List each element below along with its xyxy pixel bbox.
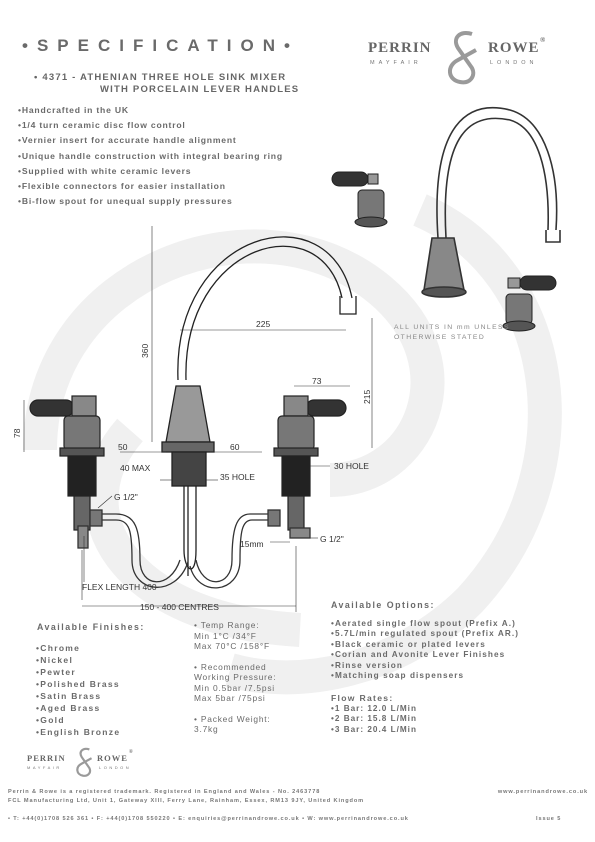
brand-sub-left: MAYFAIR: [370, 60, 422, 66]
brand-left: PERRIN: [368, 40, 432, 56]
flow-rates-list: [331, 704, 417, 735]
finish-item: • Pewter: [36, 666, 120, 678]
pressure-max: Max 5bar /75psi: [194, 693, 266, 703]
temp-max: Max 70°C /158°F: [194, 641, 270, 651]
spout: [178, 237, 352, 380]
dim-g-left: G 1/2": [114, 492, 138, 502]
feature-item: • Supplied with white ceramic levers: [18, 164, 283, 179]
product-title-line1: • 4371 - ATHENIAN THREE HOLE SINK MIXER: [34, 72, 287, 83]
feature-item: • 1/4 turn ceramic disc flow control: [18, 118, 283, 133]
product-title: [34, 72, 364, 96]
option-item: • Corian and Avonite Lever Finishes: [331, 650, 519, 660]
temp-label: • Temp Range:: [194, 620, 260, 630]
brand-sub-left: MAYFAIR: [27, 765, 62, 770]
option-item: • Aerated single flow spout (Prefix A.): [331, 619, 519, 629]
temp-min: Min 1°C /34°F: [194, 630, 257, 641]
flow-rate-item: • 3 Bar: 20.4 L/Min: [331, 725, 417, 735]
finish-item: • Polished Brass: [36, 678, 120, 690]
dim-centres: 150 - 400 CENTRES: [140, 602, 219, 612]
feature-item: • Vernier insert for accurate handle alignment: [18, 133, 283, 148]
finish-item: • Chrome: [36, 642, 120, 654]
finish-item: • Nickel: [36, 654, 120, 666]
flow-rates-heading: Flow Rates:: [331, 693, 394, 703]
footer-issue: Issue 5: [536, 816, 562, 822]
dim-40max: 40 MAX: [120, 463, 151, 473]
finishes-heading: Available Finishes:: [37, 622, 145, 632]
brand-right: ROWE: [97, 753, 128, 763]
units-note: ALL UNITS IN mm UNLESS OTHERWISE STATED: [394, 324, 510, 341]
dim-flex-length: FLEX LENGTH 400: [82, 582, 157, 592]
feature-item: • Bi-flow spout for unequal supply pressures: [18, 194, 283, 209]
flow-rate-item: • 2 Bar: 15.8 L/Min: [331, 714, 417, 724]
feature-item: • Handcrafted in the UK: [18, 103, 283, 118]
brand-sub-right: LONDON: [490, 60, 538, 66]
registered-mark: ®: [129, 750, 134, 755]
option-item: • 5.7L/min regulated spout (Prefix AR.): [331, 629, 519, 639]
pressure-label-2: Working Pressure:: [194, 672, 277, 682]
footer-trademark: Perrin & Rowe is a registered trademark. Registered in England and Wales - No. 2463778: [8, 789, 321, 795]
brand-logo-small: [25, 745, 145, 781]
options-heading: Available Options:: [331, 600, 435, 610]
product-title-line2: WITH PORCELAIN LEVER HANDLES: [100, 84, 300, 95]
option-item: • Black ceramic or plated levers: [331, 640, 519, 650]
footer-contact: • T: +44(0)1708 526 361 • F: +44(0)1708 550220 • E: enquiries@perrinandrowe.co.uk • W: www.perrinandrowe.co.uk: [8, 816, 409, 822]
brand-left: PERRIN: [27, 753, 66, 763]
finishes-list: [36, 642, 120, 738]
option-item: • Rinse version: [331, 661, 519, 671]
ampersand-icon: [73, 745, 97, 779]
dim-g-right: G 1/2": [320, 534, 344, 544]
dim-215: 215: [362, 389, 372, 404]
brand-sub-right: LONDON: [99, 765, 132, 770]
dim-15mm: 15mm: [240, 539, 264, 549]
footer-address: FCL Manufacturing Ltd, Unit 1, Gateway XIII, Ferry Lane, Rainham, Essex, RM13 9JY, United Kingdom: [8, 798, 365, 804]
options-list: [331, 619, 519, 681]
weight-value: 3.7kg: [194, 724, 219, 734]
option-item: • Matching soap dispensers: [331, 671, 519, 681]
dim-50: 50: [118, 442, 128, 452]
feature-item: • Flexible connectors for easier installation: [18, 179, 283, 194]
pressure-label: • Recommended: [194, 661, 267, 672]
footer-website[interactable]: www.perrinandrowe.co.uk: [497, 789, 588, 795]
feature-item: • Unique handle construction with integral bearing ring: [18, 149, 283, 164]
finish-item: • Aged Brass: [36, 702, 120, 714]
spout-body: [166, 386, 210, 442]
technical-drawing: [0, 190, 595, 620]
dim-360: 360: [140, 343, 150, 358]
specs-block: [194, 620, 324, 735]
weight-label: • Packed Weight:: [194, 713, 271, 724]
dim-60: 60: [230, 442, 240, 452]
brand-logo: [360, 28, 575, 86]
finish-item: • Gold: [36, 714, 120, 726]
brand-right: ROWE: [488, 40, 540, 56]
dim-225: 225: [256, 319, 271, 329]
finish-item: • Satin Brass: [36, 690, 120, 702]
footer: [8, 788, 588, 822]
dim-35hole: 35 HOLE: [220, 472, 255, 482]
dim-78: 78: [12, 428, 22, 438]
ampersand-icon: [442, 28, 486, 86]
spec-title: •SPECIFICATION•: [22, 36, 299, 55]
flow-rate-item: • 1 Bar: 12.0 L/Min: [331, 704, 417, 714]
dim-73: 73: [312, 376, 322, 386]
finish-item: • English Bronze: [36, 726, 120, 738]
pressure-min: Min 0.5bar /7.5psi: [194, 682, 275, 693]
dim-30hole: 30 HOLE: [334, 461, 369, 471]
registered-mark: ®: [540, 36, 547, 44]
